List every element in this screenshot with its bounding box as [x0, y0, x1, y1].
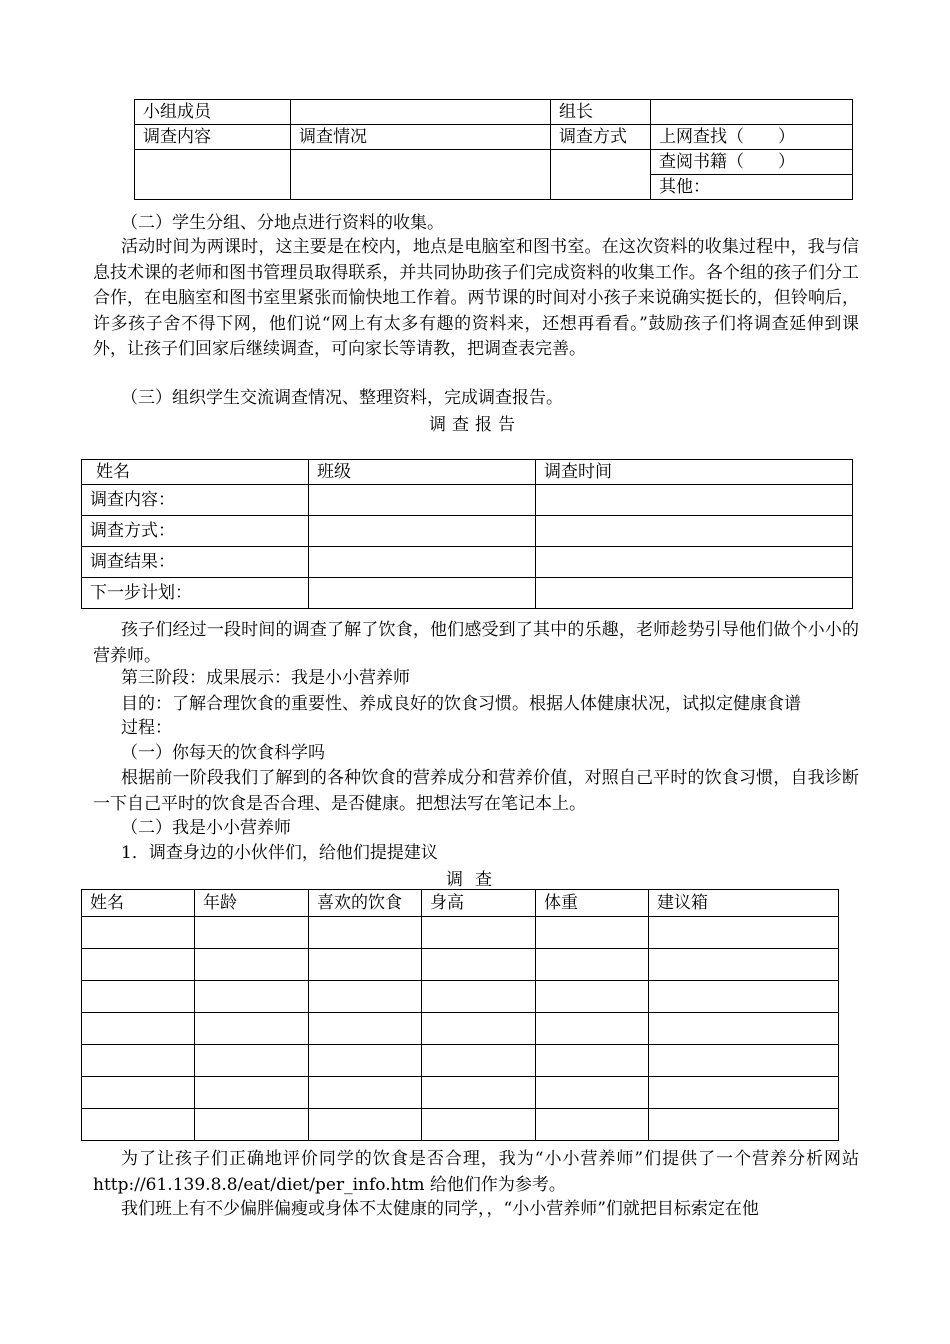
paragraph: 根据前一阶段我们了解到的各种饮食的营养成分和营养价值，对照自己平时的饮食习惯，自我诊断一下自己平时的饮食是否合理、是否健康。把想法写在笔记本上。: [93, 768, 859, 814]
table-header-row: [82, 890, 839, 917]
table-cell: 调查方式：: [82, 516, 309, 547]
table-cell: [309, 981, 422, 1013]
table-cell: [536, 578, 853, 609]
survey-report-table: [81, 459, 853, 609]
table-cell: [422, 1013, 536, 1045]
table-cell: [309, 1109, 422, 1141]
table-cell: 查阅书籍（ ）: [651, 150, 853, 175]
table-cell: [649, 1077, 839, 1109]
table-row: [82, 1013, 839, 1045]
table-cell: [422, 1109, 536, 1141]
table-row: [82, 917, 839, 949]
table-cell: 调查方式: [551, 125, 651, 150]
paragraph: 目的：了解合理饮食的重要性、养成良好的饮食习惯。根据人体健康状况，试拟定健康食谱: [121, 694, 801, 714]
table-cell: [82, 1013, 195, 1045]
table-cell: [309, 516, 536, 547]
table-cell: [651, 100, 853, 125]
table-cell: [309, 917, 422, 949]
table-cell: [536, 981, 649, 1013]
table-cell: [309, 1013, 422, 1045]
table-cell: 下一步计划：: [82, 578, 309, 609]
table-header-cell: 班级: [309, 460, 536, 485]
table-cell: [82, 981, 195, 1013]
table-header-cell: 体重: [536, 890, 649, 917]
table-cell: [135, 150, 291, 200]
paragraph: （一）你每天的饮食科学吗: [121, 743, 325, 763]
survey-title: 调查: [446, 870, 504, 890]
table-cell: [649, 1045, 839, 1077]
table-header-cell: 身高: [422, 890, 536, 917]
paragraph: （二）学生分组、分地点进行资料的收集。: [121, 213, 444, 233]
table-cell: [422, 1077, 536, 1109]
table-cell: [649, 949, 839, 981]
table-cell: [422, 1045, 536, 1077]
table-row: [82, 1077, 839, 1109]
table-cell: 调查情况: [291, 125, 551, 150]
table-header-cell: 建议箱: [649, 890, 839, 917]
table-header-cell: 姓名: [82, 460, 309, 485]
table-cell: 小组成员: [135, 100, 291, 125]
table-cell: [536, 485, 853, 516]
table-cell: [82, 1045, 195, 1077]
table-cell: [422, 981, 536, 1013]
table-header-cell: 年龄: [195, 890, 309, 917]
table-cell: [536, 547, 853, 578]
paragraph: 第三阶段：成果展示：我是小小营养师: [121, 668, 410, 688]
table-cell: 调查内容：: [82, 485, 309, 516]
group-survey-table: [134, 99, 853, 200]
table-row: [82, 578, 853, 609]
table-row: [82, 547, 853, 578]
table-cell: [649, 1013, 839, 1045]
table-cell: [536, 1109, 649, 1141]
table-row: [82, 981, 839, 1013]
table-cell: [309, 547, 536, 578]
table-cell: [291, 100, 551, 125]
table-row: [82, 516, 853, 547]
table-cell: 上网查找（ ）: [651, 125, 853, 150]
paragraph: 孩子们经过一段时间的调查了解了饮食，他们感受到了其中的乐趣，老师趁势引导他们做个小小的营养师。: [93, 620, 859, 666]
table-cell: [422, 949, 536, 981]
table-row: [82, 1045, 839, 1077]
nutrition-survey-table: [81, 889, 839, 1141]
paragraph: 活动时间为两课时，这主要是在校内，地点是电脑室和图书室。在这次资料的收集过程中，我与信息技术课的老师和图书管理员取得联系，并共同协助孩子们完成资料的收集工作。各个组的孩子们分工合作，在电脑室和图书室里紧张而愉快地工作着。两节课的时间对小孩子来说确实挺长的，但铃响后，许多孩子舍不得下网，他们说“网上有太多有趣的资料来，还想再看看。”鼓励孩子们将调查延伸到课外，让孩子们回家后继续调查，可向家长等请教，把调查表完善。: [93, 237, 859, 359]
paragraph: （二）我是小小营养师: [121, 818, 291, 838]
table-cell: [649, 1109, 839, 1141]
table-cell: [649, 981, 839, 1013]
table-header-cell: 调查时间: [536, 460, 853, 485]
table-cell: [291, 150, 551, 200]
table-cell: [195, 949, 309, 981]
table-cell: [82, 1077, 195, 1109]
table-cell: [309, 949, 422, 981]
table-cell: [82, 917, 195, 949]
table-cell: [82, 1109, 195, 1141]
table-row: [82, 949, 839, 981]
table-cell: [195, 1045, 309, 1077]
table-cell: [82, 949, 195, 981]
table-cell: [309, 1077, 422, 1109]
paragraph: 为了让孩子们正确地评价同学的饮食是否合理，我为“小小营养师”们提供了一个营养分析网站 http://61.139.8.8/eat/diet/per_info.htm 给他们作为参考。: [93, 1149, 859, 1195]
table-row: [82, 485, 853, 516]
table-cell: [536, 1077, 649, 1109]
table-cell: [309, 1045, 422, 1077]
table-cell: [551, 150, 651, 200]
table-cell: 调查结果：: [82, 547, 309, 578]
paragraph: （三）组织学生交流调查情况、整理资料，完成调查报告。: [121, 388, 563, 408]
table-cell: [309, 485, 536, 516]
table-cell: 其他：: [651, 175, 853, 200]
table-header-cell: 喜欢的饮食: [309, 890, 422, 917]
table-row: [135, 125, 853, 150]
table-cell: [195, 1013, 309, 1045]
table-cell: 调查内容: [135, 125, 291, 150]
table-cell: [195, 1077, 309, 1109]
table-cell: [649, 917, 839, 949]
paragraph: 我们班上有不少偏胖偏瘦或身体不太健康的同学，，“小小营养师”们就把目标索定在他: [121, 1199, 759, 1219]
report-title: 调查报告: [429, 415, 521, 435]
table-row: [135, 100, 853, 125]
table-cell: [536, 949, 649, 981]
table-row: [135, 150, 853, 175]
table-cell: [536, 917, 649, 949]
table-cell: [195, 981, 309, 1013]
table-cell: 组长: [551, 100, 651, 125]
table-body: [82, 917, 839, 1141]
table-cell: [536, 516, 853, 547]
table-cell: [195, 1109, 309, 1141]
table-header-row: [82, 460, 853, 485]
table-cell: [309, 578, 536, 609]
table-row: [82, 1109, 839, 1141]
table-cell: [536, 1045, 649, 1077]
table-cell: [195, 917, 309, 949]
table-header-cell: 姓名: [82, 890, 195, 917]
table-cell: [536, 1013, 649, 1045]
paragraph: 过程：: [121, 718, 172, 738]
paragraph: 1．调查身边的小伙伴们，给他们提提建议: [121, 843, 438, 863]
table-cell: [422, 917, 536, 949]
